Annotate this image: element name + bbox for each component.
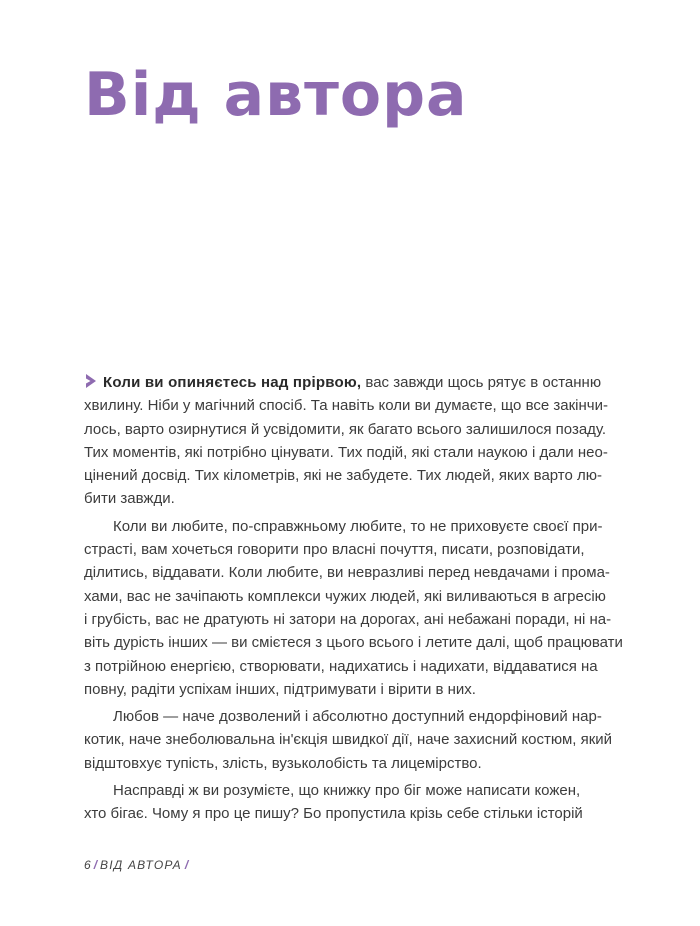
text-line: Коли ви любите, по-справжньому любите, то не приховуєте своєї при- xyxy=(113,517,603,535)
text-line: страсті, вам хочеться говорити про власні почуття, писати, розповідати, xyxy=(84,541,585,559)
text-line: цінений досвід. Тих кілометрів, які не забудете. Тих людей, яких варто лю- xyxy=(84,467,603,485)
text-line: Любов — наче дозволений і абсолютно доступний ендорфіновий нар- xyxy=(113,708,602,726)
separator-slash: / xyxy=(184,858,189,872)
text-line: віть дурість інших — ви смієтеся з цього всього і летите далі, щоб працювати xyxy=(84,634,623,652)
text-line: повну, радіти успіхам інших, підтримувати і вірити в них. xyxy=(84,680,476,698)
text-line: і грубість, вас не дратують ні затори на дорогах, ані небажані поради, ні на- xyxy=(84,610,612,628)
text-line: хами, вас не зачіпають комплекси чужих людей, які виливаються в агресію xyxy=(84,587,606,605)
body-text xyxy=(84,371,623,826)
chevron-right-icon xyxy=(84,373,98,389)
text-line: Насправді ж ви розумієте, що книжку про біг може написати кожен, xyxy=(113,782,581,800)
text-line: з потрійною енергією, створювати, надихатись і надихати, віддаватися на xyxy=(84,657,598,675)
text-line: котик, наче знеболювальна ін'єкція швидкої дії, наче захисний костюм, який xyxy=(84,731,613,749)
text-line: Тих моментів, які потрібно цінувати. Тих подій, які стали наукою і дали нео- xyxy=(84,443,608,461)
text-line: Коли ви опиняєтесь над прірвою, вас завжди щось рятує в останню xyxy=(84,371,571,394)
text-line: хто бігає. Чому я про це пишу? Бо пропустила крізь себе стільки історій xyxy=(84,805,583,823)
text-line: лось, варто озирнутися й усвідомити, як багато всього залишилося позаду. xyxy=(84,420,607,438)
text-line: бити завжди. xyxy=(84,490,175,508)
text-line: відштовхує тупість, злість, вузьколобість та лицемірство. xyxy=(84,754,482,772)
running-section-title: ВІД АВТОРА xyxy=(100,858,182,872)
lead-phrase: Коли ви опиняєтесь над прірвою, xyxy=(103,374,362,391)
text-line: хвилину. Ніби у магічний спосіб. Та навіть коли ви думаєте, що все закінчи- xyxy=(84,397,608,415)
text-line: ділитись, віддавати. Коли любите, ви невразливі перед невдачами і прома- xyxy=(84,564,610,582)
page-footer xyxy=(84,858,191,872)
separator-slash: / xyxy=(93,858,98,872)
page-title: Від автора xyxy=(84,60,468,130)
page-number: 6 xyxy=(84,858,91,872)
